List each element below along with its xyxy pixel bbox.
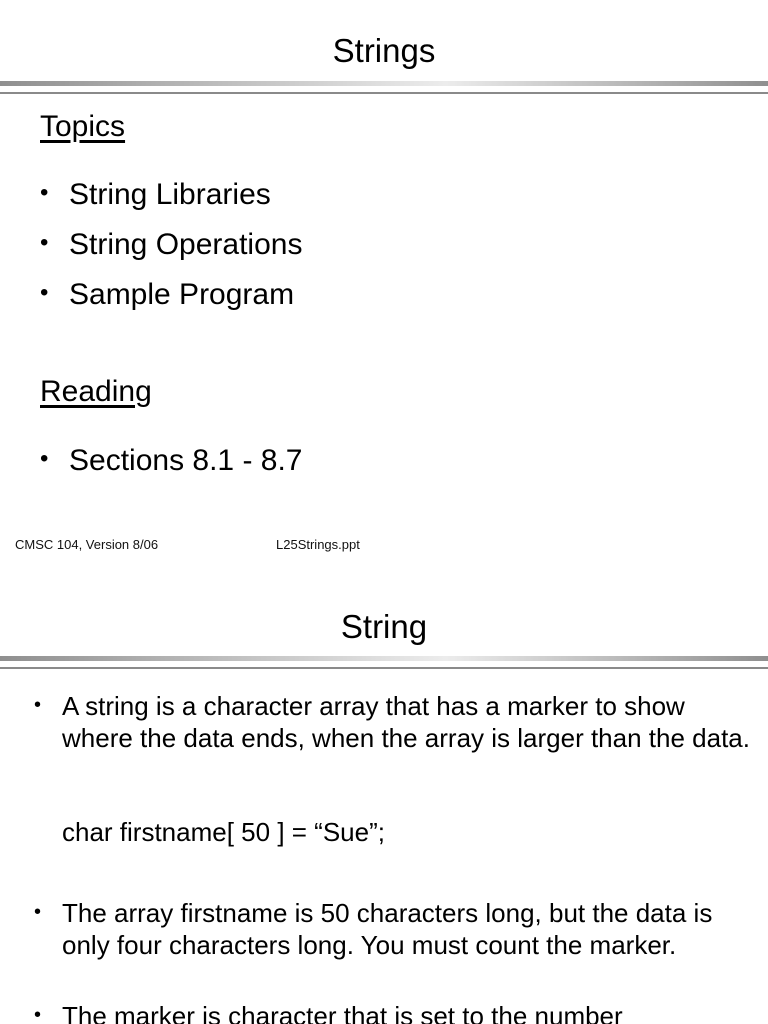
list-item: • String Operations [40,228,303,261]
reading-heading: Reading [40,375,152,408]
bullet-text: The marker is character that is set to the number [62,1001,623,1024]
bullet-item [34,1000,762,1024]
code-example: char firstname[ 50 ] = “Sue”; [62,817,385,847]
slide-title: String [340,608,428,645]
bullet-icon: • [34,694,42,716]
slide-title: Strings [332,32,436,69]
bullet-icon: • [40,179,49,206]
footer-course: CMSC 104, Version 8/06 [15,537,159,552]
bullet-icon: • [40,445,49,472]
title-divider [0,81,768,95]
topics-list [40,178,302,328]
bullet-text: The array firstname is 50 characters long, but the data is only four characters long. You must count the marker. [62,898,713,960]
bullet-icon: • [40,279,49,306]
reading-list [40,444,302,494]
footer-filename: L25Strings.ppt [276,537,360,552]
list-item: • Sections 8.1 - 8.7 [40,444,303,477]
bullet-icon: • [34,901,42,923]
list-item: • String Libraries [40,178,271,211]
bullet-text: A string is a character array that has a marker to show where the data ends, when the array is larger than the data. [62,691,750,753]
bullet-item [34,897,762,961]
topics-heading: Topics [40,110,126,143]
bullet-item [34,690,762,754]
bullet-icon: • [34,1004,42,1024]
bullet-icon: • [40,229,49,256]
list-item: • Sample Program [40,278,295,311]
slide-string [0,580,768,1024]
title-divider [0,656,768,670]
